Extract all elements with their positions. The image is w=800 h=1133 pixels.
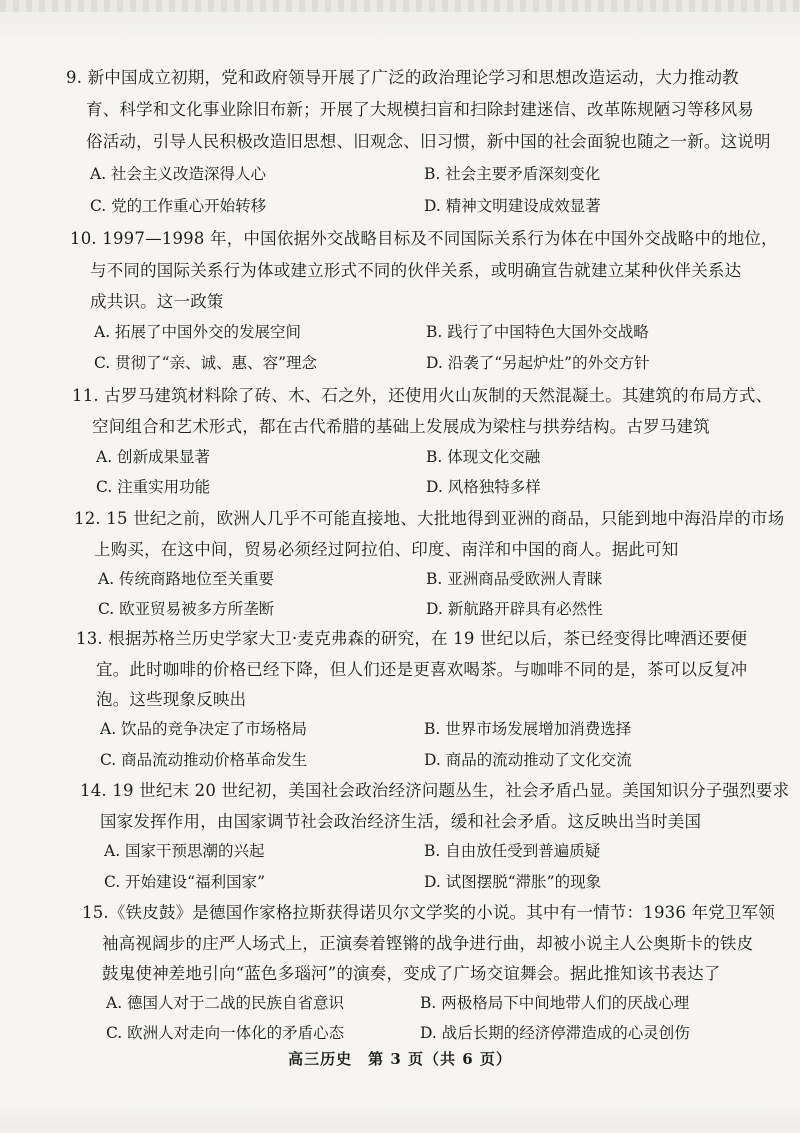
question-text-line: 宜。此时咖啡的价格已经下降，但人们还是更喜欢喝茶。与咖啡不同的是，茶可以反复冲 bbox=[96, 660, 748, 679]
option-a: A. 德国人对于二战的民族自省意识 bbox=[106, 994, 345, 1012]
question-text-line: 与不同的国际关系行为体或建立形式不同的伙伴关系，或明确宣告就建立某种伙伴关系达 bbox=[90, 261, 742, 280]
question-text-line: 鼓鬼使神差地引向“蓝色多瑙河”的演奏，变成了广场交谊舞会。据此推知该书表达了 bbox=[102, 964, 721, 983]
option-a: A. 国家干预思潮的兴起 bbox=[104, 842, 265, 860]
question-text-line: 俗活动，引导人民积极改造旧思想、旧观念、旧习惯，新中国的社会面貌也随之一新。这说明 bbox=[86, 132, 771, 151]
option-a: A. 传统商路地位至关重要 bbox=[98, 570, 275, 588]
question-text-line: 9. 新中国成立初期，党和政府领导开展了广泛的政治理论学习和思想改造运动，大力推动教 bbox=[66, 68, 739, 87]
page-top-edge bbox=[0, 0, 800, 12]
option-d: D. 精神文明建设成效显著 bbox=[424, 197, 601, 215]
question-text-line: 育、科学和文化事业除旧布新；开展了大规模扫盲和扫除封建迷信、改革陈规陋习等移风易 bbox=[86, 100, 754, 119]
option-a: A. 社会主义改造深得人心 bbox=[90, 165, 267, 183]
option-c: C. 贯彻了“亲、诚、惠、容”理念 bbox=[94, 354, 318, 372]
option-a: A. 饮品的竞争决定了市场格局 bbox=[100, 720, 308, 738]
question-text-line: 15.《铁皮鼓》是德国作家格拉斯获得诺贝尔文学奖的小说。其中有一情节：1936 年党卫军领 bbox=[82, 903, 775, 922]
question-text-line: 袖高视阔步的庄严人场式上，正演奏着铿锵的战争进行曲，却被小说主人公奥斯卡的铁皮 bbox=[102, 934, 754, 953]
option-a: A. 创新成果显著 bbox=[96, 448, 211, 466]
option-c: C. 开始建设“福利国家” bbox=[104, 873, 266, 891]
option-b: B. 社会主要矛盾深刻变化 bbox=[424, 165, 601, 183]
page-footer: 高三历史 第 3 页（共 6 页） bbox=[288, 1050, 512, 1068]
question-text-line: 12. 15 世纪之前，欧洲人几乎不可能直接地、大批地得到亚洲的商品，只能到地中海沿岸的市场 bbox=[74, 509, 785, 528]
question-text-line: 成共识。这一政策 bbox=[90, 292, 224, 311]
option-d: D. 战后长期的经济停滞造成的心灵创伤 bbox=[420, 1024, 690, 1042]
option-c: C. 党的工作重心开始转移 bbox=[90, 197, 267, 215]
question-text-line: 11. 古罗马建筑材料除了砖、木、石之外，还使用火山灰制的天然混凝土。其建筑的布局方式、 bbox=[72, 386, 773, 405]
option-b: B. 亚洲商品受欧洲人青睐 bbox=[426, 570, 603, 588]
option-b: B. 践行了中国特色大国外交战略 bbox=[426, 323, 649, 341]
option-b: B. 体现文化交融 bbox=[426, 448, 541, 466]
option-b: B. 世界市场发展增加消费选择 bbox=[424, 720, 632, 738]
option-b: B. 自由放任受到普遍质疑 bbox=[424, 842, 601, 860]
option-d: D. 沿袭了“另起炉灶”的外交方针 bbox=[426, 354, 650, 372]
option-a: A. 拓展了中国外交的发展空间 bbox=[94, 323, 302, 341]
option-c: C. 注重实用功能 bbox=[96, 478, 211, 496]
question-text-line: 泡。这些现象反映出 bbox=[96, 690, 247, 709]
option-d: D. 风格独特多样 bbox=[426, 478, 541, 496]
question-text-line: 10. 1997—1998 年，中国依据外交战略目标及不同国际关系行为体在中国外交战略中的地位， bbox=[70, 229, 778, 248]
option-d: D. 试图摆脱“滞胀”的现象 bbox=[424, 873, 602, 891]
question-text-line: 13. 根据苏格兰历史学家大卫·麦克弗森的研究，在 19 世纪以后，茶已经变得比啤酒还要便 bbox=[76, 629, 748, 648]
option-c: C. 商品流动推动价格革命发生 bbox=[100, 751, 308, 769]
option-d: D. 商品的流动推动了文化交流 bbox=[424, 751, 632, 769]
option-c: C. 欧洲人对走向一体化的矛盾心态 bbox=[106, 1024, 345, 1042]
question-text-line: 上购买，在这中间，贸易必须经过阿拉伯、印度、南洋和中国的商人。据此可知 bbox=[94, 540, 679, 559]
option-d: D. 新航路开辟具有必然性 bbox=[426, 600, 603, 618]
question-text-line: 14. 19 世纪末 20 世纪初，美国社会政治经济问题丛生，社会矛盾凸显。美国知识分子强烈要求 bbox=[80, 781, 790, 800]
question-text-line: 国家发挥作用，由国家调节社会政治经济生活，缓和社会矛盾。这反映出当时美国 bbox=[100, 812, 702, 831]
question-text-line: 空间组合和艺术形式，都在古代希腊的基础上发展成为梁柱与拱券结构。古罗马建筑 bbox=[92, 417, 710, 436]
option-c: C. 欧亚贸易被多方所垄断 bbox=[98, 600, 275, 618]
option-b: B. 两极格局下中间地带人们的厌战心理 bbox=[420, 994, 690, 1012]
